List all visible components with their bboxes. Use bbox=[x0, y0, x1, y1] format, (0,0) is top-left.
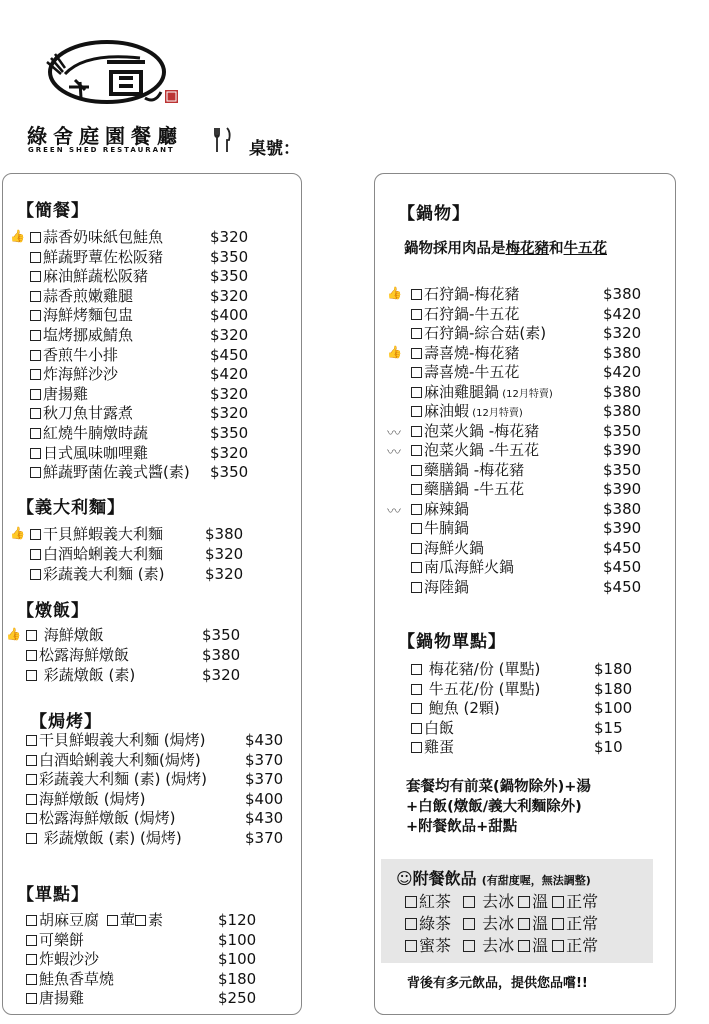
menu-item-row bbox=[411, 499, 642, 520]
menu-item-name: 彩蔬燉飯 (素) bbox=[39, 666, 136, 684]
menu-item-price: $370 bbox=[245, 770, 284, 789]
menu-item-checkbox[interactable] bbox=[411, 465, 422, 476]
menu-item-row bbox=[30, 306, 249, 326]
menu-item-checkbox[interactable] bbox=[26, 735, 37, 746]
menu-item-checkbox[interactable] bbox=[30, 389, 41, 400]
menu-item-name: 南瓜海鮮火鍋 bbox=[424, 558, 515, 576]
menu-item-price: $380 bbox=[603, 499, 642, 518]
warm-label: 溫 bbox=[532, 936, 549, 955]
menu-item-price: $400 bbox=[210, 306, 249, 325]
menu-item-checkbox[interactable] bbox=[30, 291, 41, 302]
note-and: 和 bbox=[549, 241, 564, 257]
menu-item-name: 泡菜火鍋 -梅花豬 bbox=[424, 421, 540, 440]
menu-item-row bbox=[26, 969, 257, 990]
menu-item-price: $320 bbox=[210, 443, 249, 462]
restaurant-name: 綠舍庭園餐廳 bbox=[27, 124, 183, 148]
menu-item-checkbox[interactable] bbox=[411, 289, 422, 300]
menu-item-price: $350 bbox=[210, 424, 249, 442]
thumbs-up-icon: 👍 bbox=[387, 344, 402, 359]
menu-item-checkbox[interactable] bbox=[411, 484, 422, 495]
menu-item-row bbox=[26, 731, 284, 751]
menu-item-row bbox=[411, 480, 642, 500]
menu-item-row bbox=[411, 421, 642, 442]
menu-item-checkbox[interactable] bbox=[411, 723, 422, 734]
menu-item-note: (12月特賣) bbox=[469, 408, 523, 419]
section-title-set-meals: 【簡餐】 bbox=[17, 201, 89, 221]
warm-label: 溫 bbox=[532, 914, 549, 933]
menu-item-price: $15 bbox=[594, 718, 623, 737]
menu-item-name: 炸蝦沙沙 bbox=[39, 950, 100, 969]
menu-item-name: 海鮮燉飯 bbox=[39, 626, 104, 644]
menu-item-name: 海鮮烤麵包盅 bbox=[43, 306, 134, 325]
menu-item-price: $350 bbox=[603, 460, 642, 479]
menu-item-name: 鮮蔬野菌佐義式醬(素) bbox=[43, 463, 190, 482]
footer-note: 背後有多元飲品，提供您品嚐!! bbox=[407, 976, 588, 991]
menu-item-checkbox[interactable] bbox=[411, 684, 422, 695]
menu-item-row bbox=[30, 443, 249, 464]
menu-item-row bbox=[30, 545, 244, 565]
menu-item-checkbox[interactable] bbox=[411, 348, 422, 359]
menu-item-name: 梅花豬/份 (單點) bbox=[424, 660, 541, 678]
menu-item-price: $320 bbox=[202, 666, 241, 684]
menu-item-price: $350 bbox=[210, 463, 249, 482]
menu-item-price: $450 bbox=[603, 558, 642, 576]
menu-item-row bbox=[411, 738, 623, 758]
menu-item-name: 唐揚雞 bbox=[43, 384, 89, 403]
thumbs-up-icon: 👍 bbox=[387, 286, 402, 300]
menu-item-price: $380 bbox=[603, 343, 642, 362]
menu-item-row bbox=[411, 577, 642, 598]
menu-item-name: 蒜香奶味紙包鮭魚 bbox=[43, 228, 164, 246]
menu-item-name: 香煎牛小排 bbox=[43, 345, 119, 364]
menu-item-row bbox=[411, 699, 633, 719]
menu-item-name: 雞蛋 bbox=[424, 738, 455, 756]
menu-item-note: (12月特賣) bbox=[499, 388, 553, 400]
menu-item-name: 炸海鮮沙沙 bbox=[43, 365, 119, 384]
cutlery-icon bbox=[213, 126, 233, 158]
normal-label: 正常 bbox=[566, 914, 599, 933]
menu-item-checkbox[interactable] bbox=[411, 664, 422, 675]
menu-item-checkbox[interactable] bbox=[411, 406, 422, 417]
menu-item-name: 干貝鮮蝦義大利麵 bbox=[43, 525, 164, 543]
menu-item-row bbox=[26, 770, 284, 790]
chili-pepper-icon: 〰 bbox=[387, 503, 401, 520]
menu-item-row bbox=[30, 384, 249, 405]
menu-item-name: 麻油蝦 bbox=[424, 402, 470, 420]
menu-item-row bbox=[411, 402, 642, 424]
menu-item-checkbox[interactable] bbox=[411, 703, 422, 714]
menu-item-price: $380 bbox=[603, 402, 642, 420]
menu-item-name: 海鮮火鍋 bbox=[424, 538, 485, 557]
menu-item-price: $450 bbox=[603, 538, 642, 557]
menu-item-checkbox[interactable] bbox=[30, 408, 41, 419]
menu-item-checkbox[interactable] bbox=[26, 670, 37, 681]
menu-item-row bbox=[30, 267, 249, 287]
menu-item-price: $120 bbox=[218, 911, 257, 929]
drink-name: 蜜茶 bbox=[419, 936, 452, 955]
menu-item-row bbox=[411, 343, 642, 364]
menu-item-row bbox=[411, 304, 642, 325]
normal-checkbox[interactable] bbox=[552, 918, 564, 930]
menu-item-name: 麻辣鍋 bbox=[424, 499, 470, 518]
menu-item-name: 石狩鍋-牛五花 bbox=[424, 304, 520, 323]
menu-item-name: 彩蔬義大利麵 (素) (焗烤) bbox=[39, 770, 207, 789]
menu-item-row bbox=[26, 911, 257, 931]
menu-item-name: 白飯 bbox=[424, 718, 455, 737]
menu-item-checkbox[interactable] bbox=[26, 833, 37, 844]
menu-item-row bbox=[30, 286, 249, 307]
menu-item-name: 秋刀魚甘露煮 bbox=[43, 404, 134, 423]
menu-item-price: $100 bbox=[218, 930, 257, 949]
menu-item-checkbox[interactable] bbox=[411, 445, 422, 456]
menu-item-checkbox[interactable] bbox=[411, 328, 422, 339]
menu-item-checkbox[interactable] bbox=[26, 774, 37, 785]
menu-item-price: $180 bbox=[594, 660, 633, 678]
drinks-subtitle: (有甜度喔，無法調整) bbox=[481, 874, 591, 887]
menu-item-name: 彩蔬義大利麵 (素) bbox=[43, 565, 165, 583]
menu-item-row bbox=[30, 424, 249, 444]
menu-item-checkbox[interactable] bbox=[26, 794, 37, 805]
menu-item-name: 白酒蛤蜊義大利麵(焗烤) bbox=[39, 750, 201, 769]
menu-item-name: 日式風味咖哩雞 bbox=[43, 443, 149, 462]
menu-item-price: $380 bbox=[202, 646, 241, 664]
menu-item-checkbox[interactable] bbox=[411, 543, 422, 554]
menu-item-price: $320 bbox=[205, 565, 244, 583]
menu-item-checkbox[interactable] bbox=[26, 915, 37, 926]
tea-checkbox[interactable] bbox=[405, 918, 417, 930]
menu-item-price: $390 bbox=[603, 441, 642, 459]
note-meat-beef: 牛五花 bbox=[563, 241, 607, 257]
menu-item-row bbox=[26, 989, 257, 1009]
menu-item-row bbox=[411, 679, 633, 700]
note-meat-pork: 梅花豬 bbox=[505, 241, 549, 257]
menu-item-name: 塩烤挪威鯖魚 bbox=[43, 326, 134, 344]
menu-item-name: 牛五花/份 (單點) bbox=[424, 679, 541, 698]
menu-item-checkbox[interactable] bbox=[30, 330, 41, 341]
normal-checkbox[interactable] bbox=[552, 940, 564, 952]
menu-item-row bbox=[26, 626, 241, 646]
menu-item-name: 藥膳鍋 -梅花豬 bbox=[424, 460, 525, 479]
menu-item-name: 鮮蔬野蕈佐松阪豬 bbox=[43, 247, 164, 266]
section-title-a-la-carte: 【單點】 bbox=[17, 885, 89, 905]
menu-item-checkbox[interactable] bbox=[26, 630, 37, 641]
tea-checkbox[interactable] bbox=[405, 940, 417, 952]
menu-item-checkbox[interactable] bbox=[30, 232, 41, 243]
menu-item-price: $380 bbox=[603, 285, 642, 303]
table-number-label: 桌號： bbox=[249, 139, 300, 159]
menu-item-price: $350 bbox=[603, 421, 642, 440]
menu-item-name: 可樂餅 bbox=[39, 930, 85, 949]
ice-label: 去冰 bbox=[477, 914, 515, 933]
menu-item-row bbox=[26, 950, 257, 970]
menu-item-row bbox=[411, 660, 633, 680]
menu-item-name: 紅燒牛腩燉時蔬 bbox=[43, 424, 149, 442]
restaurant-logo bbox=[45, 32, 165, 112]
menu-item-checkbox[interactable] bbox=[30, 529, 41, 540]
menu-item-row bbox=[411, 285, 642, 305]
menu-item-price: $420 bbox=[603, 304, 642, 323]
menu-item-row bbox=[26, 750, 284, 771]
warm-checkbox[interactable] bbox=[518, 896, 530, 908]
menu-item-name: 蒜香煎嫩雞腿 bbox=[43, 286, 134, 305]
menu-item-row bbox=[30, 525, 244, 545]
menu-item-checkbox[interactable] bbox=[411, 309, 422, 320]
menu-item-name: 石狩鍋-綜合菇(素) bbox=[424, 324, 547, 342]
menu-item-price: $380 bbox=[205, 525, 244, 543]
menu-item-row bbox=[30, 247, 249, 268]
menu-item-name: 松露海鮮燉飯 bbox=[39, 646, 130, 664]
set-note-line3: +附餐飲品+甜點 bbox=[406, 819, 518, 835]
menu-item-checkbox[interactable] bbox=[30, 549, 41, 560]
menu-item-checkbox[interactable] bbox=[26, 974, 37, 985]
menu-item-checkbox[interactable] bbox=[26, 813, 37, 824]
note-prefix: 鍋物採用肉品是 bbox=[404, 241, 506, 257]
menu-item-price: $320 bbox=[210, 384, 249, 403]
normal-checkbox[interactable] bbox=[552, 896, 564, 908]
hotpot-meat-note bbox=[404, 237, 607, 258]
menu-item-row bbox=[26, 789, 284, 810]
menu-item-checkbox[interactable] bbox=[26, 993, 37, 1004]
menu-item-price: $420 bbox=[603, 363, 642, 381]
menu-item-row bbox=[30, 404, 249, 424]
chili-pepper-icon: 〰 bbox=[387, 425, 401, 442]
menu-item-checkbox[interactable] bbox=[30, 448, 41, 459]
menu-item-row bbox=[411, 558, 642, 578]
menu-item-price: $250 bbox=[218, 989, 257, 1008]
option-label: 葷 bbox=[120, 911, 136, 929]
menu-item-price: $390 bbox=[603, 519, 642, 537]
menu-item-name: 牛腩鍋 bbox=[424, 519, 470, 537]
menu-item-checkbox[interactable] bbox=[30, 271, 41, 282]
option-label: 素 bbox=[148, 911, 164, 929]
menu-item-row bbox=[26, 930, 257, 951]
menu-item-price: $320 bbox=[603, 324, 642, 342]
menu-item-checkbox[interactable] bbox=[30, 369, 41, 380]
menu-item-row bbox=[411, 538, 642, 559]
menu-item-price: $430 bbox=[245, 809, 284, 828]
menu-item-checkbox[interactable] bbox=[411, 367, 422, 378]
menu-item-row bbox=[30, 365, 249, 385]
section-title-hotpot: 【鍋物】 bbox=[398, 204, 470, 224]
warm-label: 溫 bbox=[532, 892, 549, 911]
ice-checkbox[interactable] bbox=[463, 918, 475, 930]
menu-item-price: $450 bbox=[210, 345, 249, 364]
menu-item-name: 鮭魚香草燒 bbox=[39, 969, 115, 988]
menu-item-checkbox[interactable] bbox=[30, 310, 41, 321]
ice-checkbox[interactable] bbox=[463, 896, 475, 908]
drink-option-row bbox=[405, 911, 598, 934]
menu-item-price: $320 bbox=[210, 404, 249, 423]
menu-item-name: 麻油鮮蔬松阪豬 bbox=[43, 267, 149, 286]
set-note-line1: 套餐均有前菜(鍋物除外)+湯 bbox=[406, 779, 591, 795]
section-title-risotto: 【燉飯】 bbox=[17, 601, 89, 621]
normal-label: 正常 bbox=[566, 936, 599, 955]
drinks-title-row bbox=[396, 866, 591, 889]
menu-item-name: 松露海鮮燉飯 (焗烤) bbox=[39, 809, 176, 828]
thumbs-up-icon: 👍 bbox=[6, 627, 21, 641]
menu-item-name: 彩蔬燉飯 (素) (焗烤) bbox=[39, 829, 182, 847]
menu-item-name: 壽喜燒-梅花豬 bbox=[424, 343, 520, 362]
ice-label: 去冰 bbox=[477, 892, 515, 911]
menu-item-checkbox[interactable] bbox=[30, 428, 41, 439]
menu-item-row bbox=[411, 324, 642, 344]
ice-checkbox[interactable] bbox=[463, 940, 475, 952]
menu-item-price: $350 bbox=[210, 247, 249, 266]
chili-pepper-icon: 〰 bbox=[387, 445, 401, 461]
menu-item-checkbox[interactable] bbox=[26, 954, 37, 965]
menu-item-checkbox[interactable] bbox=[411, 742, 422, 753]
menu-item-row bbox=[411, 718, 623, 739]
menu-item-row bbox=[411, 460, 642, 481]
menu-item-name: 胡麻豆腐 bbox=[39, 911, 100, 929]
menu-item-row bbox=[26, 829, 284, 849]
menu-item-checkbox[interactable] bbox=[30, 467, 41, 478]
menu-item-name: 唐揚雞 bbox=[39, 989, 85, 1008]
menu-item-price: $10 bbox=[594, 738, 623, 756]
menu-item-price: $180 bbox=[218, 969, 257, 988]
section-title-pasta: 【義大利麵】 bbox=[17, 498, 125, 518]
menu-item-checkbox[interactable] bbox=[30, 252, 41, 263]
menu-item-checkbox[interactable] bbox=[411, 582, 422, 593]
menu-item-price: $320 bbox=[210, 228, 249, 246]
menu-item-name: 藥膳鍋 -牛五花 bbox=[424, 480, 525, 498]
menu-item-checkbox[interactable] bbox=[30, 350, 41, 361]
menu-item-price: $380 bbox=[603, 382, 642, 401]
menu-item-name: 泡菜火鍋 -牛五花 bbox=[424, 441, 540, 459]
ice-label: 去冰 bbox=[477, 936, 515, 955]
menu-item-row bbox=[411, 363, 642, 383]
menu-item-row bbox=[30, 345, 249, 366]
menu-item-checkbox[interactable] bbox=[411, 426, 422, 437]
thumbs-up-icon: 👍 bbox=[10, 229, 25, 243]
menu-item-price: $390 bbox=[603, 480, 642, 498]
option-checkbox[interactable] bbox=[107, 915, 118, 926]
menu-item-row bbox=[30, 463, 249, 483]
menu-item-price: $320 bbox=[210, 286, 249, 305]
menu-item-name: 海陸鍋 bbox=[424, 577, 470, 596]
menu-item-name: 白酒蛤蜊義大利麵 bbox=[43, 545, 164, 563]
menu-item-price: $320 bbox=[205, 545, 244, 563]
menu-item-row bbox=[411, 519, 642, 539]
menu-item-price: $180 bbox=[594, 679, 633, 698]
menu-item-price: $420 bbox=[210, 365, 249, 384]
menu-item-name: 干貝鮮蝦義大利麵 (焗烤) bbox=[39, 731, 206, 749]
menu-item-price: $400 bbox=[245, 789, 284, 808]
normal-label: 正常 bbox=[566, 892, 599, 911]
menu-item-row bbox=[30, 565, 244, 585]
menu-item-row bbox=[411, 441, 642, 461]
menu-item-checkbox[interactable] bbox=[411, 562, 422, 573]
thumbs-up-icon: 👍 bbox=[10, 526, 25, 540]
menu-item-checkbox[interactable] bbox=[26, 650, 37, 661]
menu-item-checkbox[interactable] bbox=[30, 569, 41, 580]
menu-item-price: $370 bbox=[245, 829, 284, 847]
set-note-line2: +白飯(燉飯/義大利麵除外) bbox=[406, 799, 582, 815]
menu-item-checkbox[interactable] bbox=[411, 523, 422, 534]
warm-checkbox[interactable] bbox=[518, 918, 530, 930]
drink-name: 紅茶 bbox=[419, 892, 452, 911]
menu-item-row bbox=[411, 382, 642, 405]
menu-item-name: 壽喜燒-牛五花 bbox=[424, 363, 520, 381]
drinks-title: ☺附餐飲品 bbox=[396, 869, 477, 888]
set-meal-note bbox=[406, 777, 591, 837]
menu-item-name: 麻油雞腿鍋 bbox=[424, 382, 500, 401]
menu-item-name: 海鮮燉飯 (焗烤) bbox=[39, 789, 146, 808]
menu-item-price: $320 bbox=[210, 326, 249, 344]
menu-item-row bbox=[26, 646, 241, 666]
menu-item-checkbox[interactable] bbox=[26, 755, 37, 766]
menu-item-price: $430 bbox=[245, 731, 284, 749]
menu-item-price: $450 bbox=[603, 577, 642, 596]
menu-item-checkbox[interactable] bbox=[26, 935, 37, 946]
drink-option-row bbox=[405, 889, 598, 912]
drink-name: 綠茶 bbox=[419, 914, 452, 933]
menu-item-price: $100 bbox=[218, 950, 257, 969]
menu-item-row bbox=[26, 809, 284, 829]
menu-item-row bbox=[30, 228, 249, 248]
warm-checkbox[interactable] bbox=[518, 940, 530, 952]
menu-item-price: $350 bbox=[202, 626, 241, 644]
tea-checkbox[interactable] bbox=[405, 896, 417, 908]
menu-item-checkbox[interactable] bbox=[411, 504, 422, 515]
menu-item-row bbox=[26, 666, 241, 686]
section-title-baked: 【焗烤】 bbox=[30, 712, 102, 732]
option-checkbox[interactable] bbox=[135, 915, 146, 926]
menu-item-name: 鮑魚 (2顆) bbox=[424, 699, 500, 717]
section-title-hotpot-single: 【鍋物單點】 bbox=[398, 632, 506, 652]
drink-option-row bbox=[405, 933, 598, 956]
menu-item-row bbox=[30, 326, 249, 346]
menu-item-checkbox[interactable] bbox=[411, 387, 422, 398]
restaurant-name-en: GREEN SHED RESTAURANT bbox=[28, 146, 175, 154]
menu-item-price: $350 bbox=[210, 267, 249, 286]
menu-item-price: $370 bbox=[245, 750, 284, 769]
menu-item-price: $100 bbox=[594, 699, 633, 717]
menu-item-name: 石狩鍋-梅花豬 bbox=[424, 285, 520, 303]
